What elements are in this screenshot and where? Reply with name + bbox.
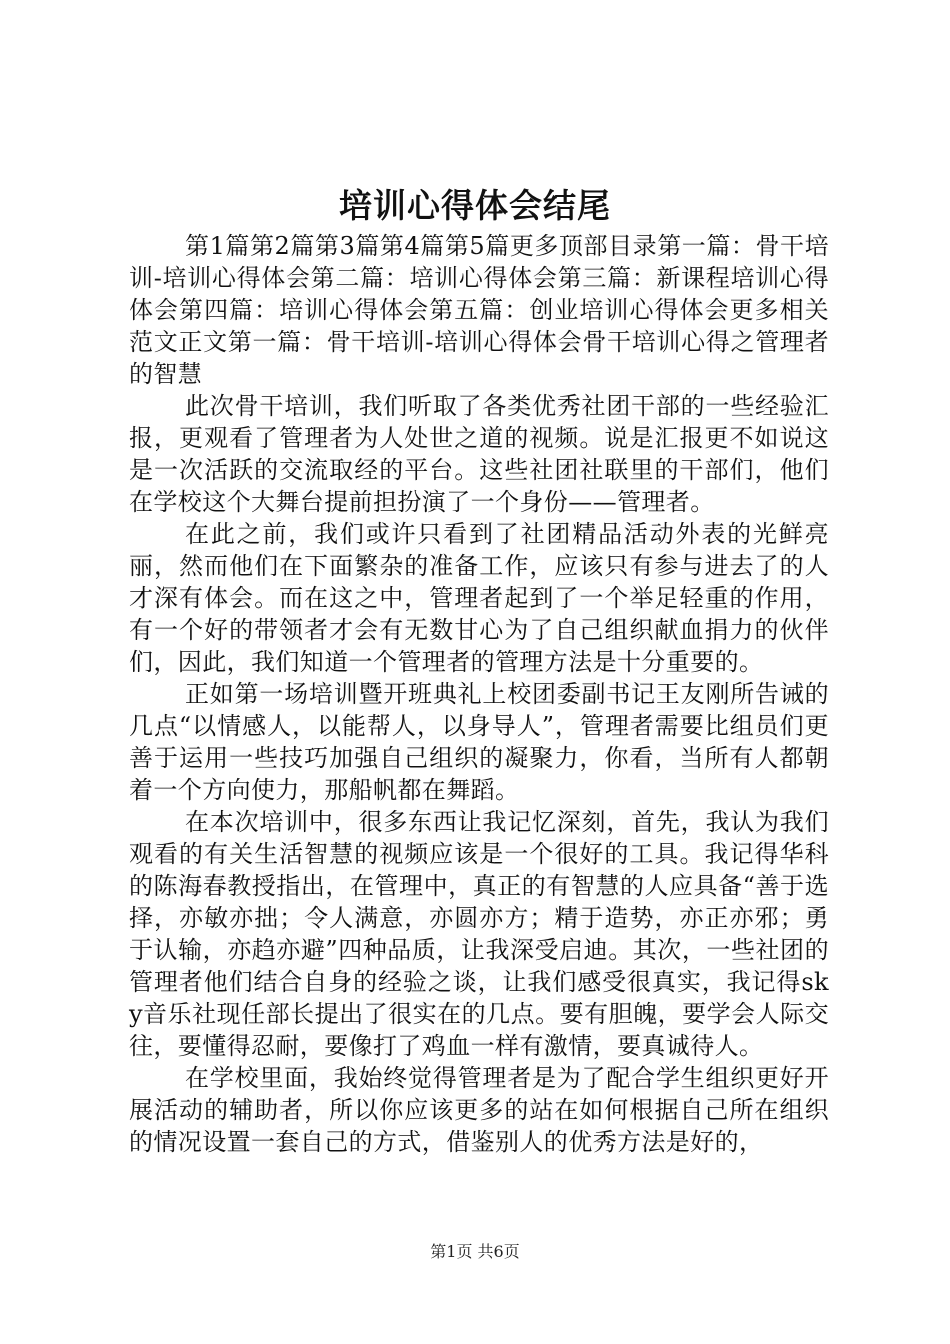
- paragraph: 此次骨干培训，我们听取了各类优秀社团干部的一些经验汇报，更观看了管理者为人处世之道的视频。说是汇报更不如说这是一次活跃的交流取经的平台。这些社团社联里的干部们，他们在学校这个大舞台提前担扮演了一个身份——管理者。: [129, 392, 829, 516]
- page-number-footer: 第1页 共6页: [430, 1242, 520, 1261]
- paragraph-table-of-contents: 第1篇第2篇第3篇第4篇第5篇更多顶部目录第一篇：骨干培训-培训心得体会第二篇：培训心得体会第三篇：新课程培训心得体会第四篇：培训心得体会第五篇：创业培训心得体会更多相关范文正文第一篇：骨干培训-培训心得体会骨干培训心得之管理者的智慧: [129, 232, 829, 388]
- document-body: [129, 230, 829, 1158]
- document-title: 培训心得体会结尾: [339, 186, 611, 225]
- paragraph: 在此之前，我们或许只看到了社团精品活动外表的光鲜亮丽，然而他们在下面繁杂的准备工作，应该只有参与进去了的人才深有体会。而在这之中，管理者起到了一个举足轻重的作用，有一个好的带领者才会有无数甘心为了自己组织献血捐力的伙伴们，因此，我们知道一个管理者的管理方法是十分重要的。: [129, 520, 829, 676]
- paragraph: 在学校里面，我始终觉得管理者是为了配合学生组织更好开展活动的辅助者，所以你应该更多的站在如何根据自己所在组织的情况设置一套自己的方式，借鉴别人的优秀方法是好的，: [129, 1064, 829, 1156]
- paragraph: 在本次培训中，很多东西让我记忆深刻，首先，我认为我们观看的有关生活智慧的视频应该是一个很好的工具。我记得华科的陈海春教授指出，在管理中，真正的有智慧的人应具备“善于选择，亦敏亦拙；令人满意，亦圆亦方；精于造势，亦正亦邪；勇于认输，亦趋亦避”四种品质，让我深受启迪。其次，一些社团的管理者他们结合自身的经验之谈，让我们感受很真实，我记得sky音乐社现任部长提出了很实在的几点。要有胆魄，要学会人际交往，要懂得忍耐，要像打了鸡血一样有激情，要真诚待人。: [129, 808, 829, 1060]
- paragraph: 正如第一场培训暨开班典礼上校团委副书记王友刚所告诫的几点“以情感人，以能帮人，以身导人”，管理者需要比组员们更善于运用一些技巧加强自己组织的凝聚力，你看，当所有人都朝着一个方向使力，那船帆都在舞蹈。: [129, 680, 829, 804]
